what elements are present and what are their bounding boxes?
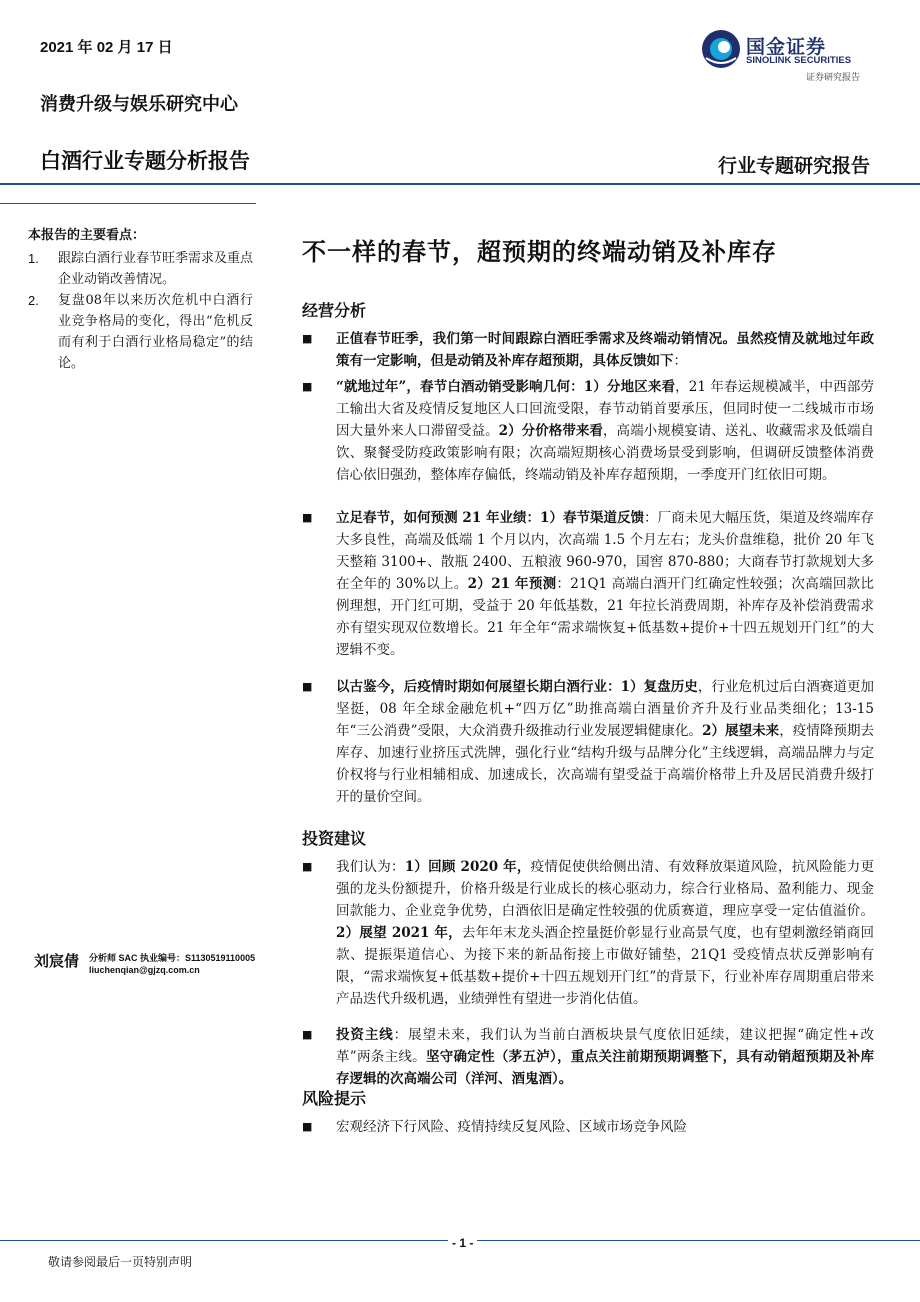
para-text: ：厂商未见大幅压货，渠道及终端库存大多良性，高端及低端 1 个月以内，次高端 1.5 个月左右；龙头价盘维稳，批价 20 年飞天整箱 3100+、散瓶 2400、五粮液 960-970，国窖 870-880；大商春节打款规划大多在全年的 30%以上。 bbox=[336, 510, 875, 592]
key-point-number: 2. bbox=[28, 293, 39, 308]
key-points-heading: 本报告的主要看点： bbox=[28, 228, 146, 243]
report-title: 白酒行业专题分析报告 bbox=[40, 149, 250, 173]
square-bullet-icon: ■ bbox=[302, 332, 313, 345]
para-bold: 1）复盘历史 bbox=[620, 679, 698, 695]
report-date: 2021 年 02 月 17 日 bbox=[40, 39, 173, 56]
para-bold: “就地过年”，春节白酒动销受影响几何： bbox=[336, 379, 584, 395]
para-text: 去年年末龙头酒企控量挺价彰显行业高景气度，也有望刺激经销商回款、提振渠道信心、为接下来的新品衔接上市做好铺垫，21Q1 受疫情点状反弹影响有限，“需求端恢复+低基数+提价+十四五规划开门红”的背景下，行业补库存周期重启带来产品迭代升级机遇，业绩弹性有望进一步消化估值。 bbox=[336, 925, 874, 1007]
paragraph-long-term-outlook bbox=[302, 676, 874, 808]
key-point-item bbox=[28, 248, 253, 290]
para-bold: 2）分价格带来看 bbox=[498, 423, 603, 439]
page-number: - 1 - bbox=[448, 1236, 477, 1250]
para-text: ：21Q1 高端白酒开门红确定性较强；次高端回款比例理想，开门红可期，受益于 20 年低基数，21 年拉长消费周期，补库存及补偿消费需求亦有望实现双位数增长。21 年全年“需求端恢复+低基数+提价+十四五规划开门红”的大逻辑不变。 bbox=[336, 576, 874, 658]
paragraph-investment-theme bbox=[302, 1024, 874, 1090]
para-bold: 正值春节旺季，我们第一时间跟踪白酒旺季需求及终端动销情况。虽然疫情及就地过年政策有一定影响，但是动销及补库存超预期，具体反馈如下 bbox=[336, 331, 874, 369]
research-center-name: 消费升级与娱乐研究中心 bbox=[40, 94, 238, 115]
para-bold: 投资主线 bbox=[336, 1027, 394, 1043]
header-divider bbox=[0, 183, 920, 185]
square-bullet-icon: ■ bbox=[302, 511, 313, 524]
para-text: ，21 年春运规模减半，中西部劳工输出大省及疫情反复地区人口回流受限，春节动销首要承压，但同时使一二线城市市场因大量外来人口滞留受益。 bbox=[336, 379, 874, 439]
key-point-text: 复盘08年以来历次危机中白酒行业竞争格局的变化，得出“危机反而有利于白酒行业格局稳定”的结论。 bbox=[58, 293, 253, 371]
logo-name: 国金证券 bbox=[746, 36, 827, 58]
square-bullet-icon: ■ bbox=[302, 860, 313, 873]
para-text: ，高端小规模宴请、送礼、收藏需求及低端自饮、聚餐受防疫政策影响有限；次高端短期核心消费场景受到影响，但调研反馈整体消费信心依旧强劲，整体库存偏低，终端动销及补库存超预期，一季度开门红依旧可期。 bbox=[336, 423, 875, 483]
para-bold: 2）展望未来 bbox=[702, 723, 780, 739]
para-text: 我们认为： bbox=[336, 859, 405, 875]
para-bold: 1）回顾 2020 年， bbox=[404, 859, 531, 875]
section-heading-risk: 风险提示 bbox=[302, 1089, 367, 1108]
para-bold: 2）21 年预测 bbox=[467, 576, 557, 592]
paragraph-local-new-year bbox=[302, 376, 874, 486]
paragraph-risks bbox=[302, 1116, 874, 1138]
key-point-number: 1. bbox=[28, 251, 39, 266]
square-bullet-icon: ■ bbox=[302, 1028, 313, 1041]
analyst-name: 刘宸倩 bbox=[34, 952, 80, 970]
para-text: ： bbox=[673, 353, 687, 369]
key-point-item bbox=[28, 290, 253, 374]
paragraph-spring-festival bbox=[302, 328, 874, 372]
sinolink-logo-icon bbox=[700, 28, 742, 70]
section-heading-business: 经营分析 bbox=[302, 301, 367, 320]
para-text: 宏观经济下行风险、疫情持续反复风险、区域市场竞争风险 bbox=[336, 1119, 687, 1135]
section-heading-investment: 投资建议 bbox=[302, 829, 367, 848]
para-bold: 以古鉴今，后疫情时期如何展望长期白酒行业： bbox=[336, 679, 621, 695]
key-points-sidebar bbox=[28, 225, 253, 374]
key-point-text: 跟踪白酒行业春节旺季需求及重点企业动销改善情况。 bbox=[58, 251, 254, 287]
sidebar-divider bbox=[0, 203, 256, 204]
para-text: ，行业危机过后白酒赛道更加坚挺，08 年全球金融危机+“四万亿”助推高端白酒量价齐升及行业品类细化；13-15 年“三公消费”受限，大众消费升级推动行业发展逻辑健康化。 bbox=[336, 679, 875, 739]
logo-english-name: SINOLINK SECURITIES bbox=[746, 55, 852, 66]
para-text: ，疫情降预期去库存、加速行业挤压式洗牌，强化行业“结构升级与品牌分化”主线逻辑，高端品牌力与定价权将与行业相辅相成、加速成长，次高端有望受益于高端价格带上升及居民消费升级打开的量价空间。 bbox=[336, 723, 875, 805]
para-bold: 1）分地区来看 bbox=[583, 379, 676, 395]
para-bold: 2）展望 2021 年， bbox=[336, 925, 462, 941]
paragraph-2021-forecast bbox=[302, 507, 874, 661]
report-type: 行业专题研究报告 bbox=[717, 155, 870, 177]
para-bold: 立足春节，如何预测 21 年业绩： bbox=[336, 510, 541, 526]
logo-subtitle: 证券研究报告 bbox=[806, 73, 861, 83]
para-text: ：展望未来，我们认为当前白酒板块景气度依旧延续，建议把握“确定性+改革”两条主线。 bbox=[336, 1027, 874, 1065]
analyst-registration: 分析师 SAC 执业编号：S1130519110005 bbox=[89, 953, 256, 963]
square-bullet-icon: ■ bbox=[302, 380, 313, 393]
company-logo bbox=[700, 28, 880, 88]
footer-disclaimer: 敬请参阅最后一页特别声明 bbox=[48, 1255, 193, 1269]
square-bullet-icon: ■ bbox=[302, 680, 313, 693]
analyst-email[interactable]: liuchenqian@gjzq.com.cn bbox=[89, 965, 200, 975]
square-bullet-icon: ■ bbox=[302, 1120, 313, 1133]
para-text: 疫情促使供给侧出清、有效释放渠道风险，抗风险能力更强的龙头份额提升，价格升级是行业成长的核心驱动力，综合行业格局、盈利能力、现金回款能力、企业竞争优势，白酒依旧是确定性较强的优质赛道，理应享受一定估值溢价。 bbox=[336, 859, 874, 919]
paragraph-investment-view bbox=[302, 856, 874, 1010]
main-headline: 不一样的春节，超预期的终端动销及补库存 bbox=[302, 237, 777, 266]
para-bold: 坚守确定性（茅五泸），重点关注前期预期调整下，具有动销超预期及补库存逻辑的次高端公司（洋河、酒鬼酒）。 bbox=[336, 1049, 874, 1087]
para-bold: 1）春节渠道反馈 bbox=[540, 510, 645, 526]
